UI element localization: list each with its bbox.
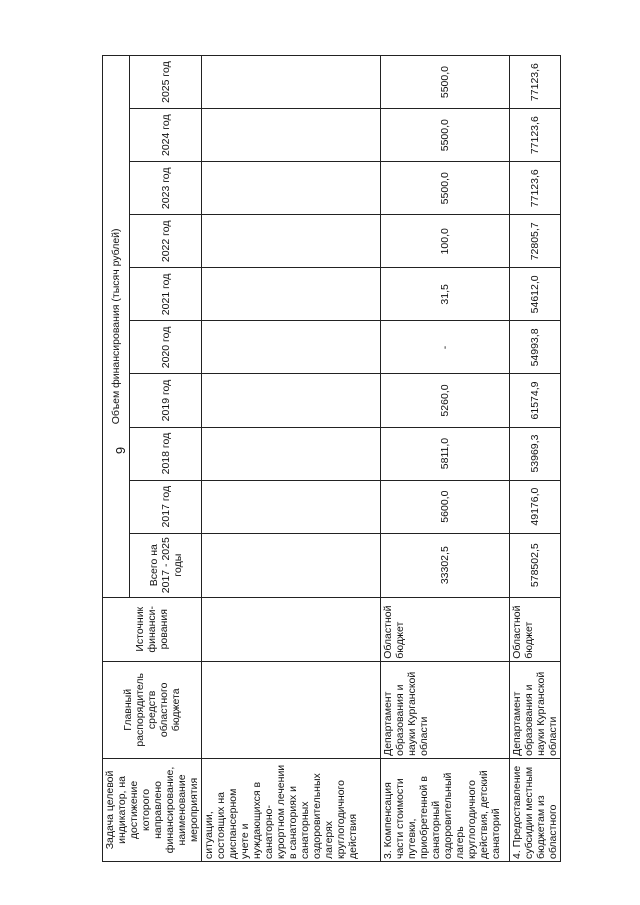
cell-value: 5500,0 <box>381 162 510 215</box>
page-number: 9 <box>113 446 129 455</box>
cell-value <box>202 109 381 162</box>
header-task: Задача целевой индикатор, на достижение которого направлено финансирование, наименование мероприятия <box>103 758 202 861</box>
cell-task: 4. Предоставление субсидии местным бюджетам из областного <box>510 758 561 861</box>
cell-value <box>202 268 381 321</box>
cell-value: 100,0 <box>381 215 510 268</box>
cell-total: 578502,5 <box>510 533 561 597</box>
table-row <box>202 56 381 862</box>
cell-value: 77123,6 <box>510 109 561 162</box>
header-year: 2020 год <box>130 321 202 374</box>
header-funding-group: Объем финансирования (тысяч рублей) <box>103 56 130 598</box>
header-total: Всего на 2017 - 2025 годы <box>130 533 202 597</box>
cell-value: 61574,9 <box>510 374 561 427</box>
cell-value: 5811,0 <box>381 427 510 480</box>
cell-value: 77123,6 <box>510 162 561 215</box>
header-year: 2019 год <box>130 374 202 427</box>
funding-table-rotated <box>102 55 559 862</box>
cell-value: 54993,8 <box>510 321 561 374</box>
cell-value <box>202 215 381 268</box>
cell-task: 3. Компенсация части стоимости путевки, приобретенной в санаторный оздоровительный лагерь круглогодичного действия, детский санаторий <box>381 758 510 861</box>
table-row <box>381 56 510 862</box>
header-year: 2021 год <box>130 268 202 321</box>
cell-total: 33302,5 <box>381 533 510 597</box>
header-year: 2023 год <box>130 162 202 215</box>
header-year: 2024 год <box>130 109 202 162</box>
cell-total <box>202 533 381 597</box>
header-manager: Главный распорядитель средств областного бюджета <box>103 661 202 758</box>
cell-value <box>202 427 381 480</box>
cell-value <box>202 374 381 427</box>
cell-value: 72805,7 <box>510 215 561 268</box>
header-year: 2018 год <box>130 427 202 480</box>
cell-manager: Департамент образования и науки Курганской области <box>381 661 510 758</box>
cell-value: 31,5 <box>381 268 510 321</box>
header-year: 2017 год <box>130 480 202 533</box>
header-row-group <box>103 56 130 862</box>
cell-source: Областной бюджет <box>510 597 561 661</box>
funding-table <box>102 55 561 862</box>
cell-value: 77123,6 <box>510 56 561 109</box>
cell-value: 5260,0 <box>381 374 510 427</box>
cell-value <box>202 162 381 215</box>
cell-value: 49176,0 <box>510 480 561 533</box>
cell-value: 5500,0 <box>381 56 510 109</box>
cell-value: 5500,0 <box>381 109 510 162</box>
cell-manager <box>202 661 381 758</box>
header-year: 2022 год <box>130 215 202 268</box>
header-source: Источник финанси-рования <box>103 597 202 661</box>
cell-value <box>202 56 381 109</box>
cell-value: 5600,0 <box>381 480 510 533</box>
table-row <box>510 56 561 862</box>
cell-source <box>202 597 381 661</box>
cell-task: ситуации, состоящих на диспансерном учете и нуждающихся в санаторно-курортном лечении в санаториях и санаторных оздоровительных лагерях круглогодичного действия <box>202 758 381 861</box>
cell-manager: Департамент образования и науки Курганской области <box>510 661 561 758</box>
cell-value: 53969,3 <box>510 427 561 480</box>
cell-value: 54612,0 <box>510 268 561 321</box>
cell-value: - <box>381 321 510 374</box>
header-year: 2025 год <box>130 56 202 109</box>
cell-value <box>202 480 381 533</box>
cell-value <box>202 321 381 374</box>
cell-source: Областной бюджет <box>381 597 510 661</box>
